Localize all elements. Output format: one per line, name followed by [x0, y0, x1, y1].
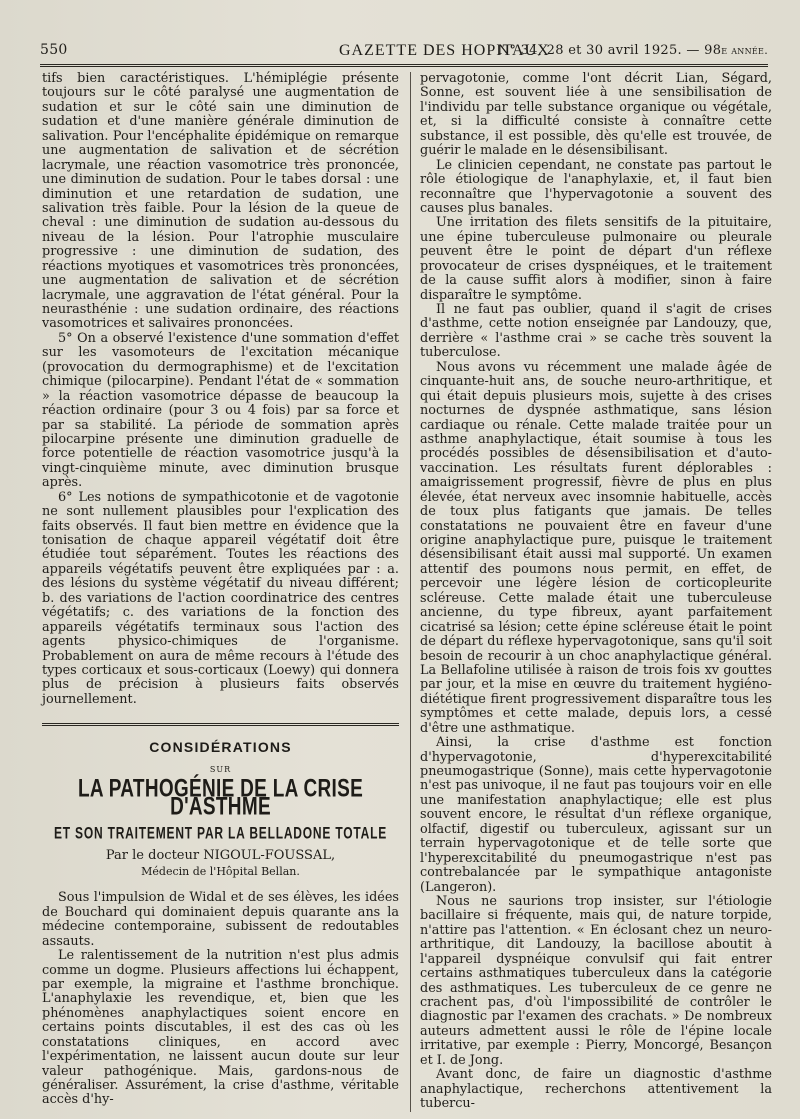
author-affiliation: Médecin de l'Hôpital Bellan.: [141, 864, 300, 878]
article-subtitle: ET SON TRAITEMENT PAR LA BELLADONE TOTALE: [53, 823, 388, 843]
paragraph: 6° Les notions de sympathicotonie et de vagotonie ne sont nullement plausibles pour l'explication des faits observés. Il faut bien mettre en évidence que la tonisation de chaque appareil végétatif doit être étudiée tout séparément. Toutes les réactions des appareils végétatifs peuvent être expliquées par : a. des lésions du système végétatif du niveau différent; b. des variations de l'action coordinatrice des centres végétatifs; c. des variations de la fonction des appareils végétatifs terminaux sous l'action des agents physico-chimiques de l'organisme. Probablement on aura de même recours à l'étude des types corticaux et sous-corticaux (Loewy) qui donnera plus de précision à plusieurs faits observés journellement.: [42, 489, 399, 707]
paragraph: Le ralentissement de la nutrition n'est plus admis comme un dogme. Plusieurs affections lui échappent, par exemple, la migraine et l'asthme bronchique. L'anaphylaxie les revendique, et, bien que les phénomènes anaphylactiques soient encore en certains points discutables, il est des cas où les constatations cliniques, en accord avec l'expérimentation, ne laissent aucun doute sur leur valeur pathogénique. Mais, gardons-nous de généraliser. Assurément, la crise d'asthme, véritable accès d'hy-: [42, 948, 399, 1108]
journal-title: GAZETTE DES HOPITAUX: [339, 42, 550, 59]
paragraph: Nous avons vu récemment une malade âgée de cinquante-huit ans, de souche neuro-arthritique, et qui était depuis plusieurs mois, sujette à des crises nocturnes de dyspnée asthmatique, sans lésion cardiaque ou rénale. Cette malade traitée pour un asthme anaphylactique, était soumise à tous les procédés possibles de désensibilisation et d'auto-vaccination. Les résultats furent déplorables : amaigrissement progressif, fièvre de plus en plus élevée, état nerveux avec insomnie habituelle, accès de toux plus fatigants que jamais. De telles constatations ne pouvaient être en faveur d'une origine anaphylactique pure, puisque le traitement désensibilisant était aussi mal supporté. Un examen attentif des poumons nous permit, en effet, de percevoir une légère lésion de corticopleurite scléreuse. Cette malade était une tuberculeuse ancienne, du type fibreux, ayant parfaitement cicatrisé sa lésion; cette épine scléreuse était le point de départ du réflexe hypervagotonique, sans qu'il soit besoin de recourir à un choc anaphylactique général. La Bellafoline utilisée à raison de trois fois xv gouttes par jour, et la mise en œuvre du traitement hygiéno-diététique firent progressivement disparaître tous les symptômes et cette malade, depuis lors, a cessé d'être une asthmatique.: [420, 359, 772, 736]
paragraph: Sous l'impulsion de Widal et de ses élèves, les idées de Bouchard qui dominaient depuis quarante ans la médecine contemporaine, subissent de redoutables assauts.: [42, 890, 399, 949]
paragraph: pervagotonie, comme l'ont décrit Lian, Ségard, Sonne, est souvent liée à une sensibilisation de l'individu par telle substance organique ou végétale, et, si la difficulté consiste à connaître cette substance, il est possible, dès qu'elle est trouvée, de guérir le malade en le désensibilisant.: [420, 71, 772, 159]
header-rule: [40, 64, 768, 67]
right-column: [420, 72, 772, 1112]
article-kicker: CONSIDÉRATIONS: [149, 739, 292, 756]
page-header: [40, 38, 768, 62]
left-column: [42, 72, 399, 1108]
paragraph: Nous ne saurions trop insister, sur l'étiologie bacillaire si fréquente, mais qui, de nature torpide, n'attire pas l'attention. « En éclosant chez un neuro-arthritique, dit Landouzy, la bacillose aboutit à l'appareil dyspnéique convulsif qui fait entrer certains asthmatiques tuberculeux dans la catégorie des asthmatiques. Les tuberculeux de ce genre ne crachent pas, d'où l'impossibilité de contrôler le diagnostic par l'examen des crachats. » De nombreux auteurs admettent aussi le rôle de l'épine locale irritative, par exemple : Pierry, Moncorgé, Besançon et I. de Jong.: [420, 893, 772, 1068]
section-separator: [42, 723, 399, 726]
article-title: LA PATHOGÉNIE DE LA CRISE D'ASTHME: [77, 775, 364, 822]
paragraph: Une irritation des filets sensitifs de la pituitaire, une épine tuberculeuse pulmonaire ou pleurale peuvent être le point de départ d'un réflexe provocateur de crises dyspnéiques, et le traitement de la cause suffit alors à modifier, sinon à faire disparaître le symptôme.: [420, 215, 772, 303]
column-divider: [410, 72, 411, 1112]
paragraph: 5° On a observé l'existence d'une sommation d'effet sur les vasomoteurs de l'excitation mécanique (provocation du dermographisme) et de l'excitation chimique (pilocarpine). Pendant l'état de « sommation » la réaction vasomotrice dépasse de beaucoup la réaction ordinaire (pour 3 ou 4 fois) par sa force et par sa stabilité. La période de sommation après pilocarpine présente une diminution graduelle de force potentielle de réaction vasomotrice jusqu'à la vingt-cinquième minute, avec diminution brusque après.: [42, 330, 399, 491]
paragraph: tifs bien caractéristiques. L'hémiplégie présente toujours sur le côté paralysé une augmentation de sudation et sur le côté sain une diminution de sudation et d'une manière générale diminution de salivation. Pour l'encéphalite épidémique on remarque une augmentation de salivation et de sécrétion lacrymale, une réaction vasomotrice très prononcée, une diminution de sudation. Pour le tabes dorsal : une diminution et une retardation de sudation, une salivation très faible. Pour la lésion de la queue de cheval : une diminution de sudation au-dessous du niveau de la lésion. Pour l'atrophie musculaire progressive : une diminution de sudation, des réactions myotiques et vasomotrices très prononcées, une augmentation de salivation et de sécrétion lacrymale, une aggravation de l'état général. Pour la neurasthénie : une sudation ordinaire, des réactions vasomotrices et salivaires prononcées.: [42, 71, 399, 332]
article-heading: [42, 740, 399, 879]
paragraph: Avant donc, de faire un diagnostic d'asthme anaphylactique, recherchons attentivement la tubercu-: [420, 1067, 772, 1112]
issue-info: N° 34, 28 et 30 avril 1925. — 98e année.: [497, 43, 768, 58]
paragraph: Il ne faut pas oublier, quand il s'agit de crises d'asthme, cette notion enseignée par Landouzy, que, derrière « l'asthme crai » se cache très souvent la tuberculose.: [420, 302, 772, 361]
paragraph: Ainsi, la crise d'asthme est fonction d'hypervagotonie, d'hyperexcitabilité pneumogastrique (Sonne), mais cette hypervagotonie n'est pas univoque, il ne faut pas toujours voir en elle une manifestation anaphylactique; elle est plus souvent encore, le résultat d'un réflexe organique, olfactif, digestif ou tuberculeux, agissant sur un terrain hypervagotonique et de telle sorte que l'hyperexcitabilité du pneumogastrique n'est pas contrebalancée par le sympathique antagoniste (Langeron).: [420, 735, 772, 895]
page-number: 550: [40, 42, 68, 58]
paragraph: Le clinicien cependant, ne constate pas partout le rôle étiologique de l'anaphylaxie, et, il faut bien reconnaître que l'hypervagotonie a souvent des causes plus banales.: [420, 157, 772, 216]
article-kicker-sur: SUR: [209, 764, 232, 774]
article-author: Par le docteur NIGOUL-FOUSSAL,: [105, 848, 336, 864]
